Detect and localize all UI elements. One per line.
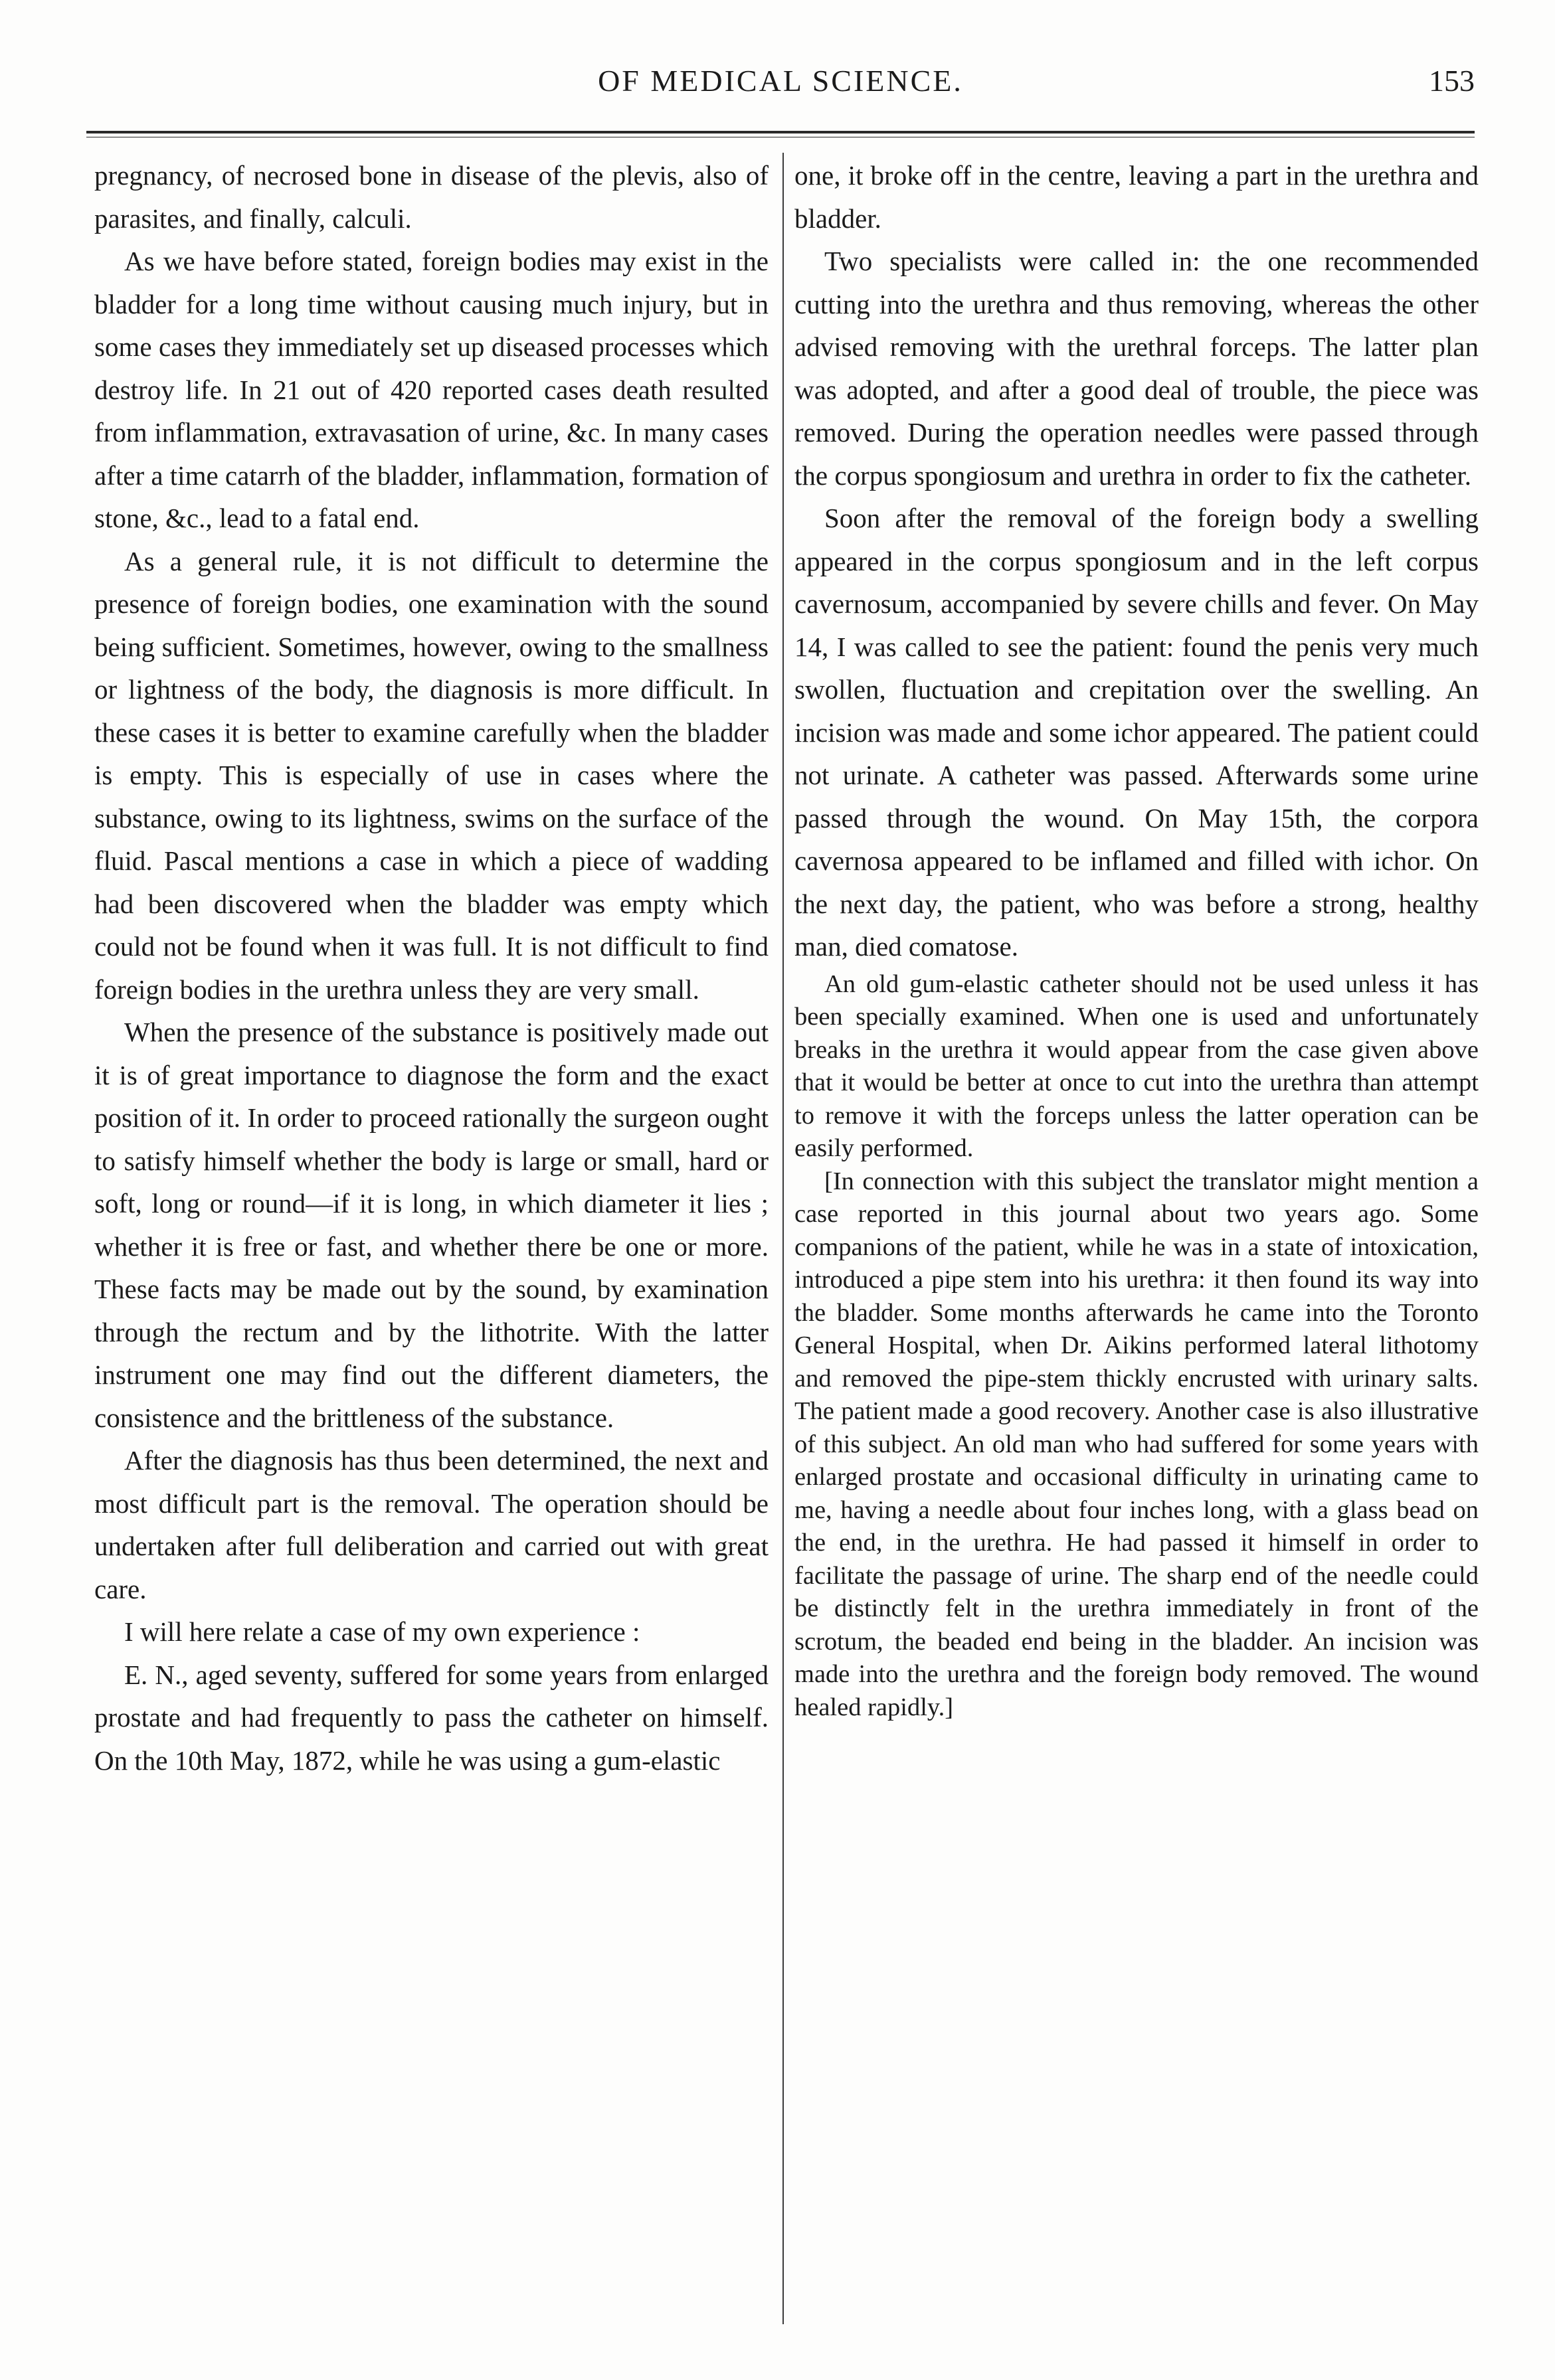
paragraph: As we have before stated, foreign bodies may exist in the bladder for a long time without causing much injury, but in some cases they immediately set up diseased processes which destroy life. In 21 out of 420 reported cases death resulted from inflammation, extravasation of urine, &c. In many cases after a time catarrh of the bladder, inflammation, formation of stone, &c., lead to a fatal end. xyxy=(94,246,769,533)
paragraph: Soon after the removal of the foreign body a swelling appeared in the corpus spongiosum and in the left corpus cavernosum, accompanied by severe chills and fever. On May 14, I was called to see the patient: found the penis very much swollen, fluctuation and crepitation over the swelling. An incision was made and some ichor appeared. The patient could not urinate. A catheter was passed. Afterwards some urine passed through the wound. On May 15th, the corpora cavernosa appeared to be inflamed and filled with ichor. On the next day, the patient, who was before a strong, healthy man, died comatose. xyxy=(794,503,1479,962)
paragraph: An old gum-elastic catheter should not be used unless it has been specially examined. When one is used and unfortunately breaks in the urethra it would appear from the case given above that it would be better at once to cut into the urethra than attempt to remove it with the forceps unless the latter operation can be easily performed. xyxy=(794,970,1479,1162)
paragraph-continuation: pregnancy, of necrosed bone in disease of the plevis, also of parasites, and finally, calculi. xyxy=(94,160,769,234)
translator-note: [In connection with this subject the translator might mention a case reported in this journal about two years ago. Some companions of the patient, while he was in a state of intoxication, introduced a pipe stem into his urethra: it then found its way into the bladder. Some months afterwards he came into the Toronto General Hospital, when Dr. Aikins performed lateral lithotomy and removed the pipe-stem thickly encrusted with urinary salts. The patient made a good recovery. Another case is also illustrative of this subject. An old man who had suffered for some years with enlarged prostate and occasional difficulty in urinating came to me, having a needle about four inches long, with a glass bead on the end, in the urethra. He had passed it himself in order to facilitate the passage of urine. The sharp end of the needle could be distinctly felt in the urethra immediately in front of the scrotum, the beaded end being in the bladder. An incision was made into the urethra and the foreign body removed. The wound healed rapidly.] xyxy=(794,1167,1479,1721)
paragraph-continuation: one, it broke off in the centre, leaving a part in the urethra and bladder. xyxy=(794,160,1479,234)
paragraph: Two specialists were called in: the one recommended cutting into the urethra and thus removing, whereas the other advised removing with the urethral forceps. The latter plan was adopted, and after a good deal of trouble, the piece was removed. During the operation needles were passed through the corpus spongiosum and urethra in order to fix the catheter. xyxy=(794,246,1479,491)
page-number: 153 xyxy=(1429,64,1475,98)
header-rule-thick xyxy=(86,131,1475,133)
paragraph: As a general rule, it is not difficult to determine the presence of foreign bodies, one examination with the sound being sufficient. Sometimes, however, owing to the smallness or lightness of the body, the diagnosis is more difficult. In these cases it is better to examine carefully when the bladder is empty. This is especially of use in cases where the substance, owing to its lightness, swims on the surface of the fluid. Pascal mentions a case in which a piece of wadding had been discovered when the bladder was empty which could not be found when it was full. It is not difficult to find foreign bodies in the urethra unless they are very small. xyxy=(94,545,769,1005)
right-column xyxy=(794,154,1479,1724)
running-title: OF MEDICAL SCIENCE. xyxy=(598,64,963,98)
column-divider xyxy=(782,153,784,2324)
paragraph: After the diagnosis has thus been determined, the next and most difficult part is the removal. The operation should be undertaken after full deliberation and carried out with great care. xyxy=(94,1445,769,1604)
paragraph: When the presence of the substance is positively made out it is of great importance to diagnose the form and the exact position of it. In order to proceed rationally the surgeon ought to satisfy himself whether the body is large or small, hard or soft, long or round—if it is long, in which diameter it lies ; whether it is free or fast, and whether there be one or more. These facts may be made out by the sound, by examination through the rectum and by the lithotrite. With the latter instrument one may find out the different diameters, the consistence and the brittleness of the substance. xyxy=(94,1017,769,1433)
left-column xyxy=(94,154,769,1782)
paragraph: I will here relate a case of my own experience : xyxy=(124,1616,640,1647)
running-header xyxy=(86,61,1475,108)
paragraph: E. N., aged seventy, suffered for some years from enlarged prostate and had frequently to pass the catheter on himself. On the 10th May, 1872, while he was using a gum-elastic xyxy=(94,1659,769,1776)
